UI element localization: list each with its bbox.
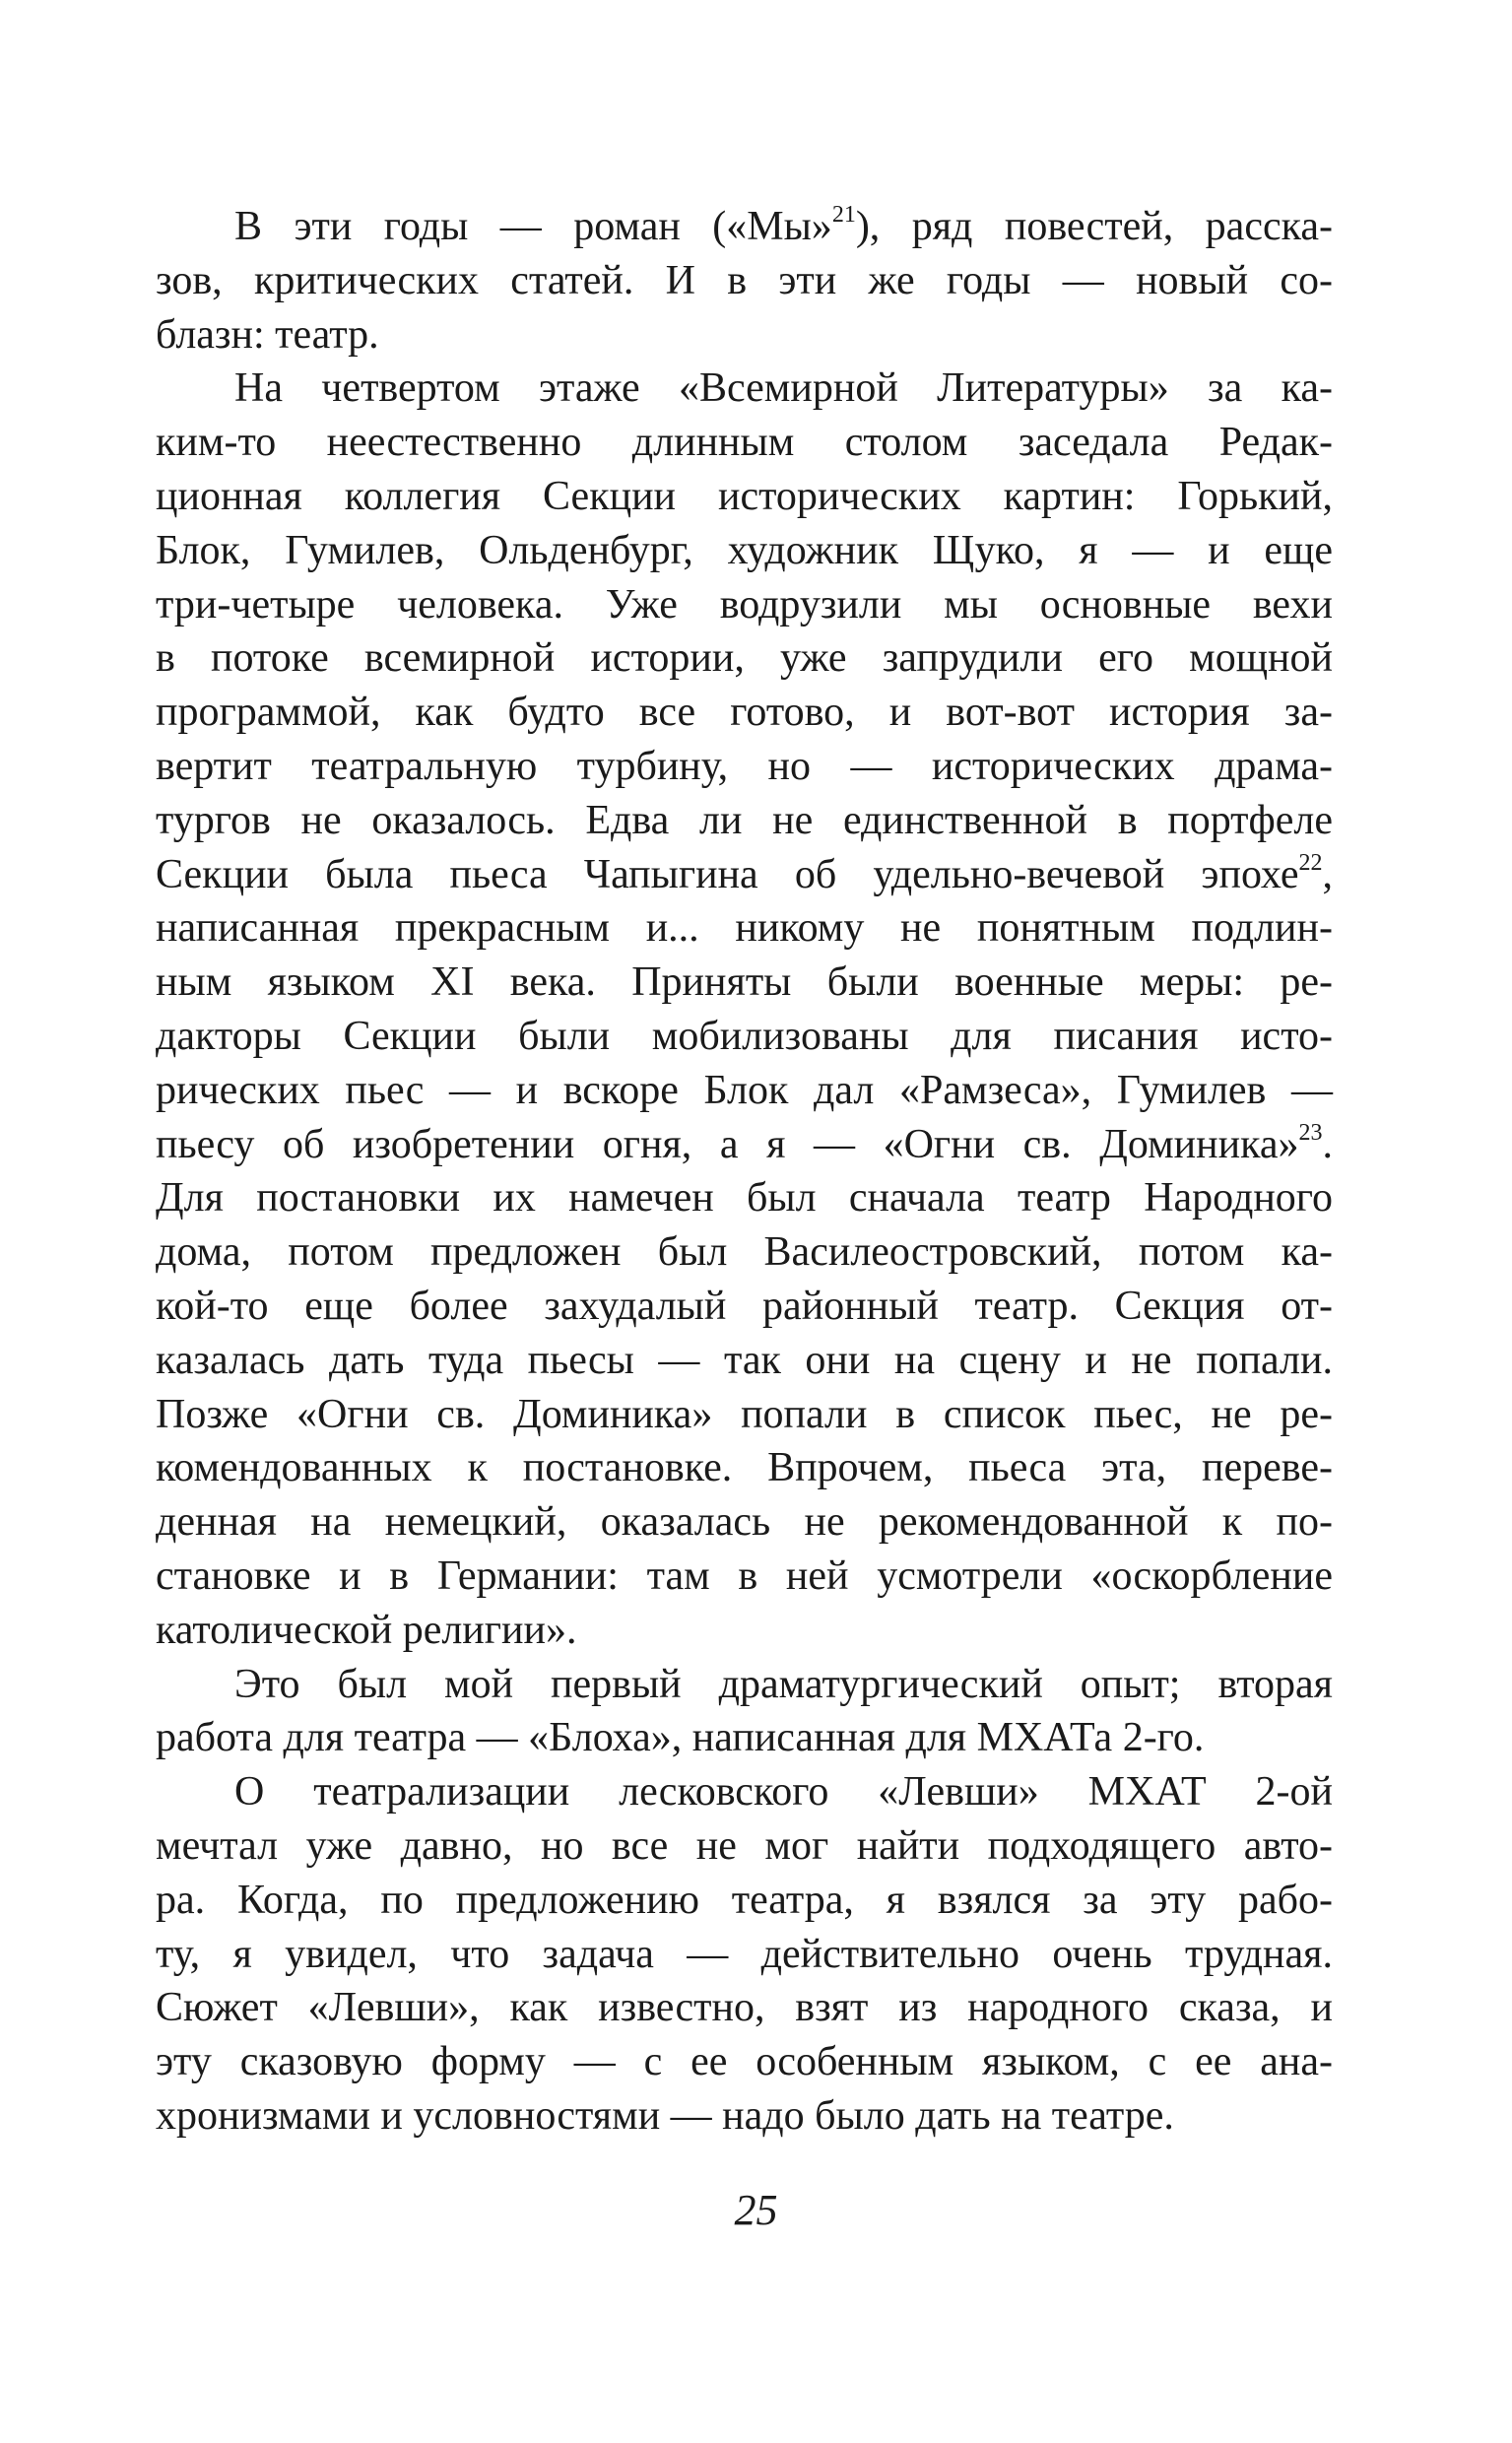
- text-line: [156, 1171, 1333, 1225]
- line-text: В эти годы — роман («Мы»: [234, 204, 832, 249]
- line-text-tail: .: [1322, 1121, 1333, 1167]
- line-text: ным языком XI века. Приняты были военные меры: ре-: [156, 959, 1333, 1006]
- line-text: работа для театра — «Блоха», написанная для МХАТа 2-го.: [156, 1715, 1205, 1761]
- line-text: католической религии».: [156, 1607, 577, 1653]
- text-line: [156, 1819, 1333, 1874]
- text-line: [156, 1118, 1333, 1172]
- line-text: хронизмами и условностями — надо было дать на театре.: [156, 2092, 1174, 2139]
- text-line: [156, 1280, 1333, 1334]
- line-text: ту, я увидел, что задача — действительно очень трудная.: [156, 1931, 1333, 1977]
- text-line: [156, 1010, 1333, 1064]
- line-text: кой-то еще более захудалый районный театр. Секция от-: [156, 1283, 1333, 1329]
- text-line: [156, 956, 1333, 1010]
- text-line: [156, 686, 1333, 740]
- line-text-tail: ,: [1322, 851, 1333, 897]
- text-line: [156, 1765, 1333, 1819]
- text-line: [156, 578, 1333, 632]
- line-text: Блок, Гумилев, Ольденбург, художник Щуко, я — и еще: [156, 527, 1333, 573]
- text-line: [156, 1550, 1333, 1604]
- line-text: три-четыре человека. Уже водрузили мы основные вехи: [156, 581, 1333, 627]
- line-text: ким-то неестественно длинным столом заседала Редак-: [156, 420, 1333, 466]
- line-text: эту сказовую форму — с ее особенным языком, с ее ана-: [156, 2039, 1333, 2085]
- text-line: [156, 200, 1333, 254]
- paragraph: [156, 362, 1333, 1657]
- text-line: [156, 416, 1333, 470]
- text-line: [156, 1064, 1333, 1118]
- line-text: ционная коллегия Секции исторических картин: Горький,: [156, 473, 1333, 519]
- text-line: [156, 901, 1333, 956]
- line-text: Это был мой первый драматургический опыт; вторая: [234, 1661, 1333, 1707]
- footnote-marker[interactable]: 21: [831, 202, 856, 228]
- text-line: [156, 1604, 1333, 1658]
- footnote-marker[interactable]: 23: [1298, 1119, 1323, 1146]
- text-line: [156, 308, 1333, 363]
- text-line: [156, 1334, 1333, 1388]
- line-text: казалась дать туда пьесы — так они на сцену и не попали.: [156, 1337, 1333, 1383]
- line-text: в потоке всемирной истории, уже запрудили его мощной: [156, 635, 1333, 682]
- line-text: мечтал уже давно, но все не мог найти подходящего авто-: [156, 1822, 1333, 1869]
- line-text: Для постановки их намечен был сначала театр Народного: [156, 1175, 1333, 1222]
- line-text: зов, критических статей. И в эти же годы — новый со-: [156, 257, 1333, 303]
- line-text: вертит театральную турбину, но — исторических драма-: [156, 743, 1333, 789]
- line-text: комендованных к постановке. Впрочем, пьеса эта, переве-: [156, 1445, 1333, 1491]
- line-text: рических пьес — и вскоре Блок дал «Рамзеса», Гумилев —: [156, 1067, 1333, 1113]
- text-line: [156, 2035, 1333, 2089]
- line-text: денная на немецкий, оказалась не рекомендованной к по-: [156, 1499, 1333, 1546]
- line-text: написанная прекрасным и... никому не понятным подлин-: [156, 905, 1333, 952]
- paragraph: [156, 1765, 1333, 2144]
- text-line: [156, 1928, 1333, 1982]
- text-line: [156, 362, 1333, 416]
- paragraph: [156, 200, 1333, 362]
- line-text: Секции была пьеса Чапыгина об удельно-вечевой эпохе: [156, 851, 1299, 897]
- line-text: На четвертом этаже «Всемирной Литературы» за ка-: [234, 365, 1333, 412]
- text-line: [156, 1711, 1333, 1765]
- footnote-marker[interactable]: 22: [1298, 849, 1323, 876]
- body-text: [156, 200, 1333, 2144]
- text-line: [156, 1441, 1333, 1495]
- text-line: [156, 631, 1333, 686]
- line-text: тургов не оказалось. Едва ли не единственной в портфеле: [156, 797, 1333, 843]
- text-line: [156, 1874, 1333, 1928]
- text-line: [156, 1225, 1333, 1280]
- text-line: [156, 254, 1333, 308]
- text-line: [156, 470, 1333, 524]
- line-text: становке и в Германии: там в ней усмотрели «оскорбление: [156, 1552, 1333, 1599]
- line-text: Сюжет «Левши», как известно, взят из народного сказа, и: [156, 1985, 1333, 2031]
- line-text: Позже «Огни св. Доминика» попали в список пьес, не ре-: [156, 1391, 1333, 1437]
- line-text: ра. Когда, по предложению театра, я взялся за эту рабо-: [156, 1877, 1333, 1923]
- line-text: пьесу об изобретении огня, а я — «Огни св. Доминика»: [156, 1121, 1299, 1167]
- text-line: [156, 794, 1333, 848]
- text-line: [156, 740, 1333, 794]
- text-line: [156, 1495, 1333, 1550]
- text-line: [156, 1658, 1333, 1712]
- line-text: блазн: театр.: [156, 311, 379, 358]
- text-line: [156, 848, 1333, 902]
- line-text-tail: ), ряд повестей, расска-: [855, 204, 1334, 249]
- text-line: [156, 2089, 1333, 2144]
- text-line: [156, 524, 1333, 578]
- line-text: дакторы Секции были мобилизованы для писания исто-: [156, 1013, 1333, 1059]
- text-line: [156, 1388, 1333, 1442]
- line-text: О театрализации лесковского «Левши» МХАТ 2-ой: [234, 1769, 1333, 1816]
- line-text: программой, как будто все готово, и вот-вот история за-: [156, 690, 1333, 736]
- text-line: [156, 1981, 1333, 2035]
- page-number: 25: [734, 2186, 778, 2234]
- paragraph: [156, 1658, 1333, 1766]
- line-text: дома, потом предложен был Василеостровский, потом ка-: [156, 1229, 1333, 1276]
